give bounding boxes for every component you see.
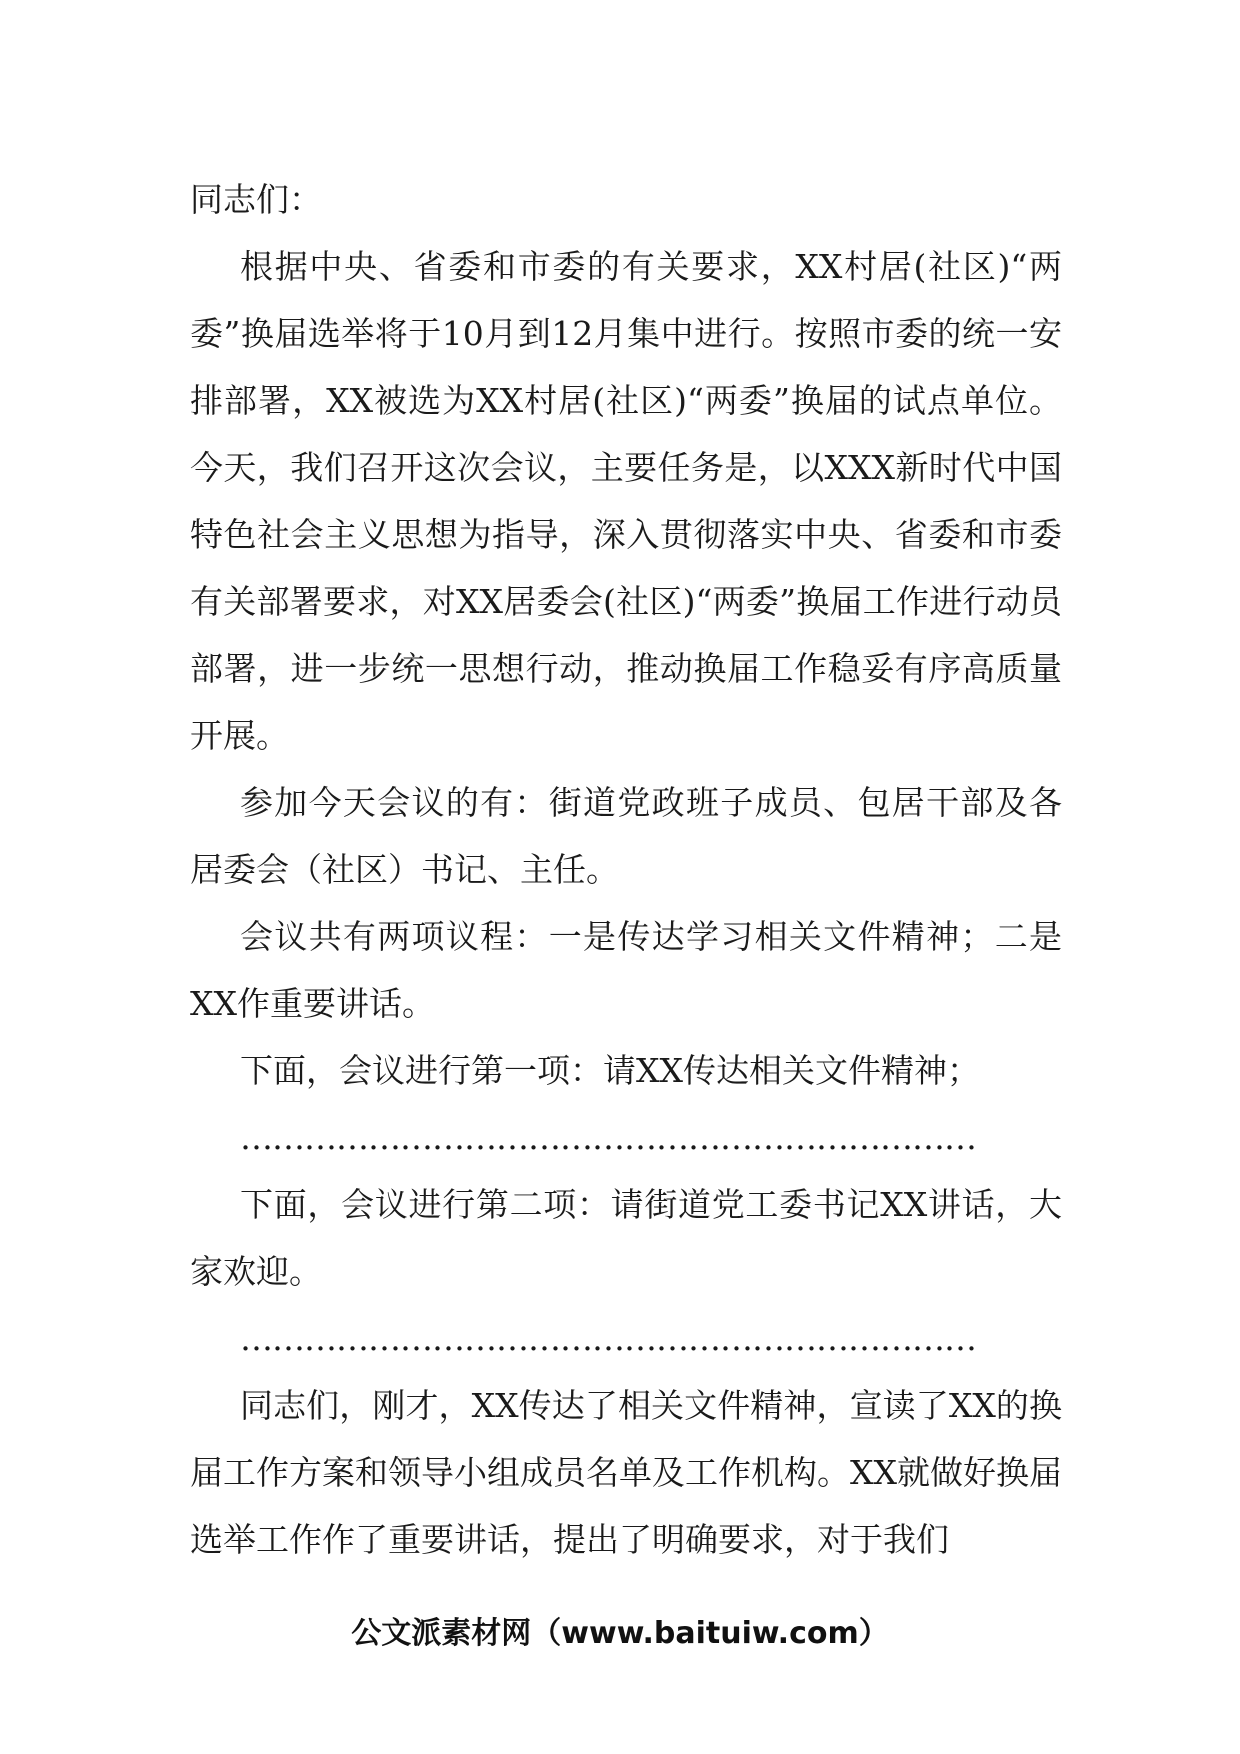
paragraph-intro: 根据中央、省委和市委的有关要求，XX村居(社区)“两委”换届选举将于10月到12月集中进行。按照市委的统一安排部署，XX被选为XX村居(社区)“两委”换届的试点单位。今天，我们召开这次会议，主要任务是，以XXX新时代中国特色社会主义思想为指导，深入贯彻落实中央、省委和市委有关部署要求，对XX居委会(社区)“两委”换届工作进行动员部署，进一步统一思想行动，推动换届工作稳妥有序高质量开展。 (190, 247, 1062, 755)
ellipsis-separator: …………………………………………………………… (240, 1118, 976, 1157)
paragraph-summary: 同志们，刚才，XX传达了相关文件精神，宣读了XX的换届工作方案和领导小组成员名单及工作机构。XX就做好换届选举工作作了重要讲话，提出了明确要求，对于我们 (190, 1386, 1062, 1559)
paragraph-item-one: 下面，会议进行第一项：请XX传达相关文件精神； (240, 1051, 980, 1090)
paragraph-agenda: 会议共有两项议程：一是传达学习相关文件精神；二是XX作重要讲话。 (190, 917, 1062, 1023)
greeting: 同志们： (190, 180, 322, 219)
paragraph-item-two: 下面，会议进行第二项：请街道党工委书记XX讲话，大家欢迎。 (190, 1185, 1062, 1291)
document-body (190, 166, 1062, 1573)
ellipsis-separator: …………………………………………………………… (240, 1319, 976, 1358)
paragraph-attendees: 参加今天会议的有：街道党政班子成员、包居干部及各居委会（社区）书记、主任。 (190, 783, 1062, 889)
footer-watermark: 公文派素材网（www.baituiw.com） (351, 1616, 889, 1651)
